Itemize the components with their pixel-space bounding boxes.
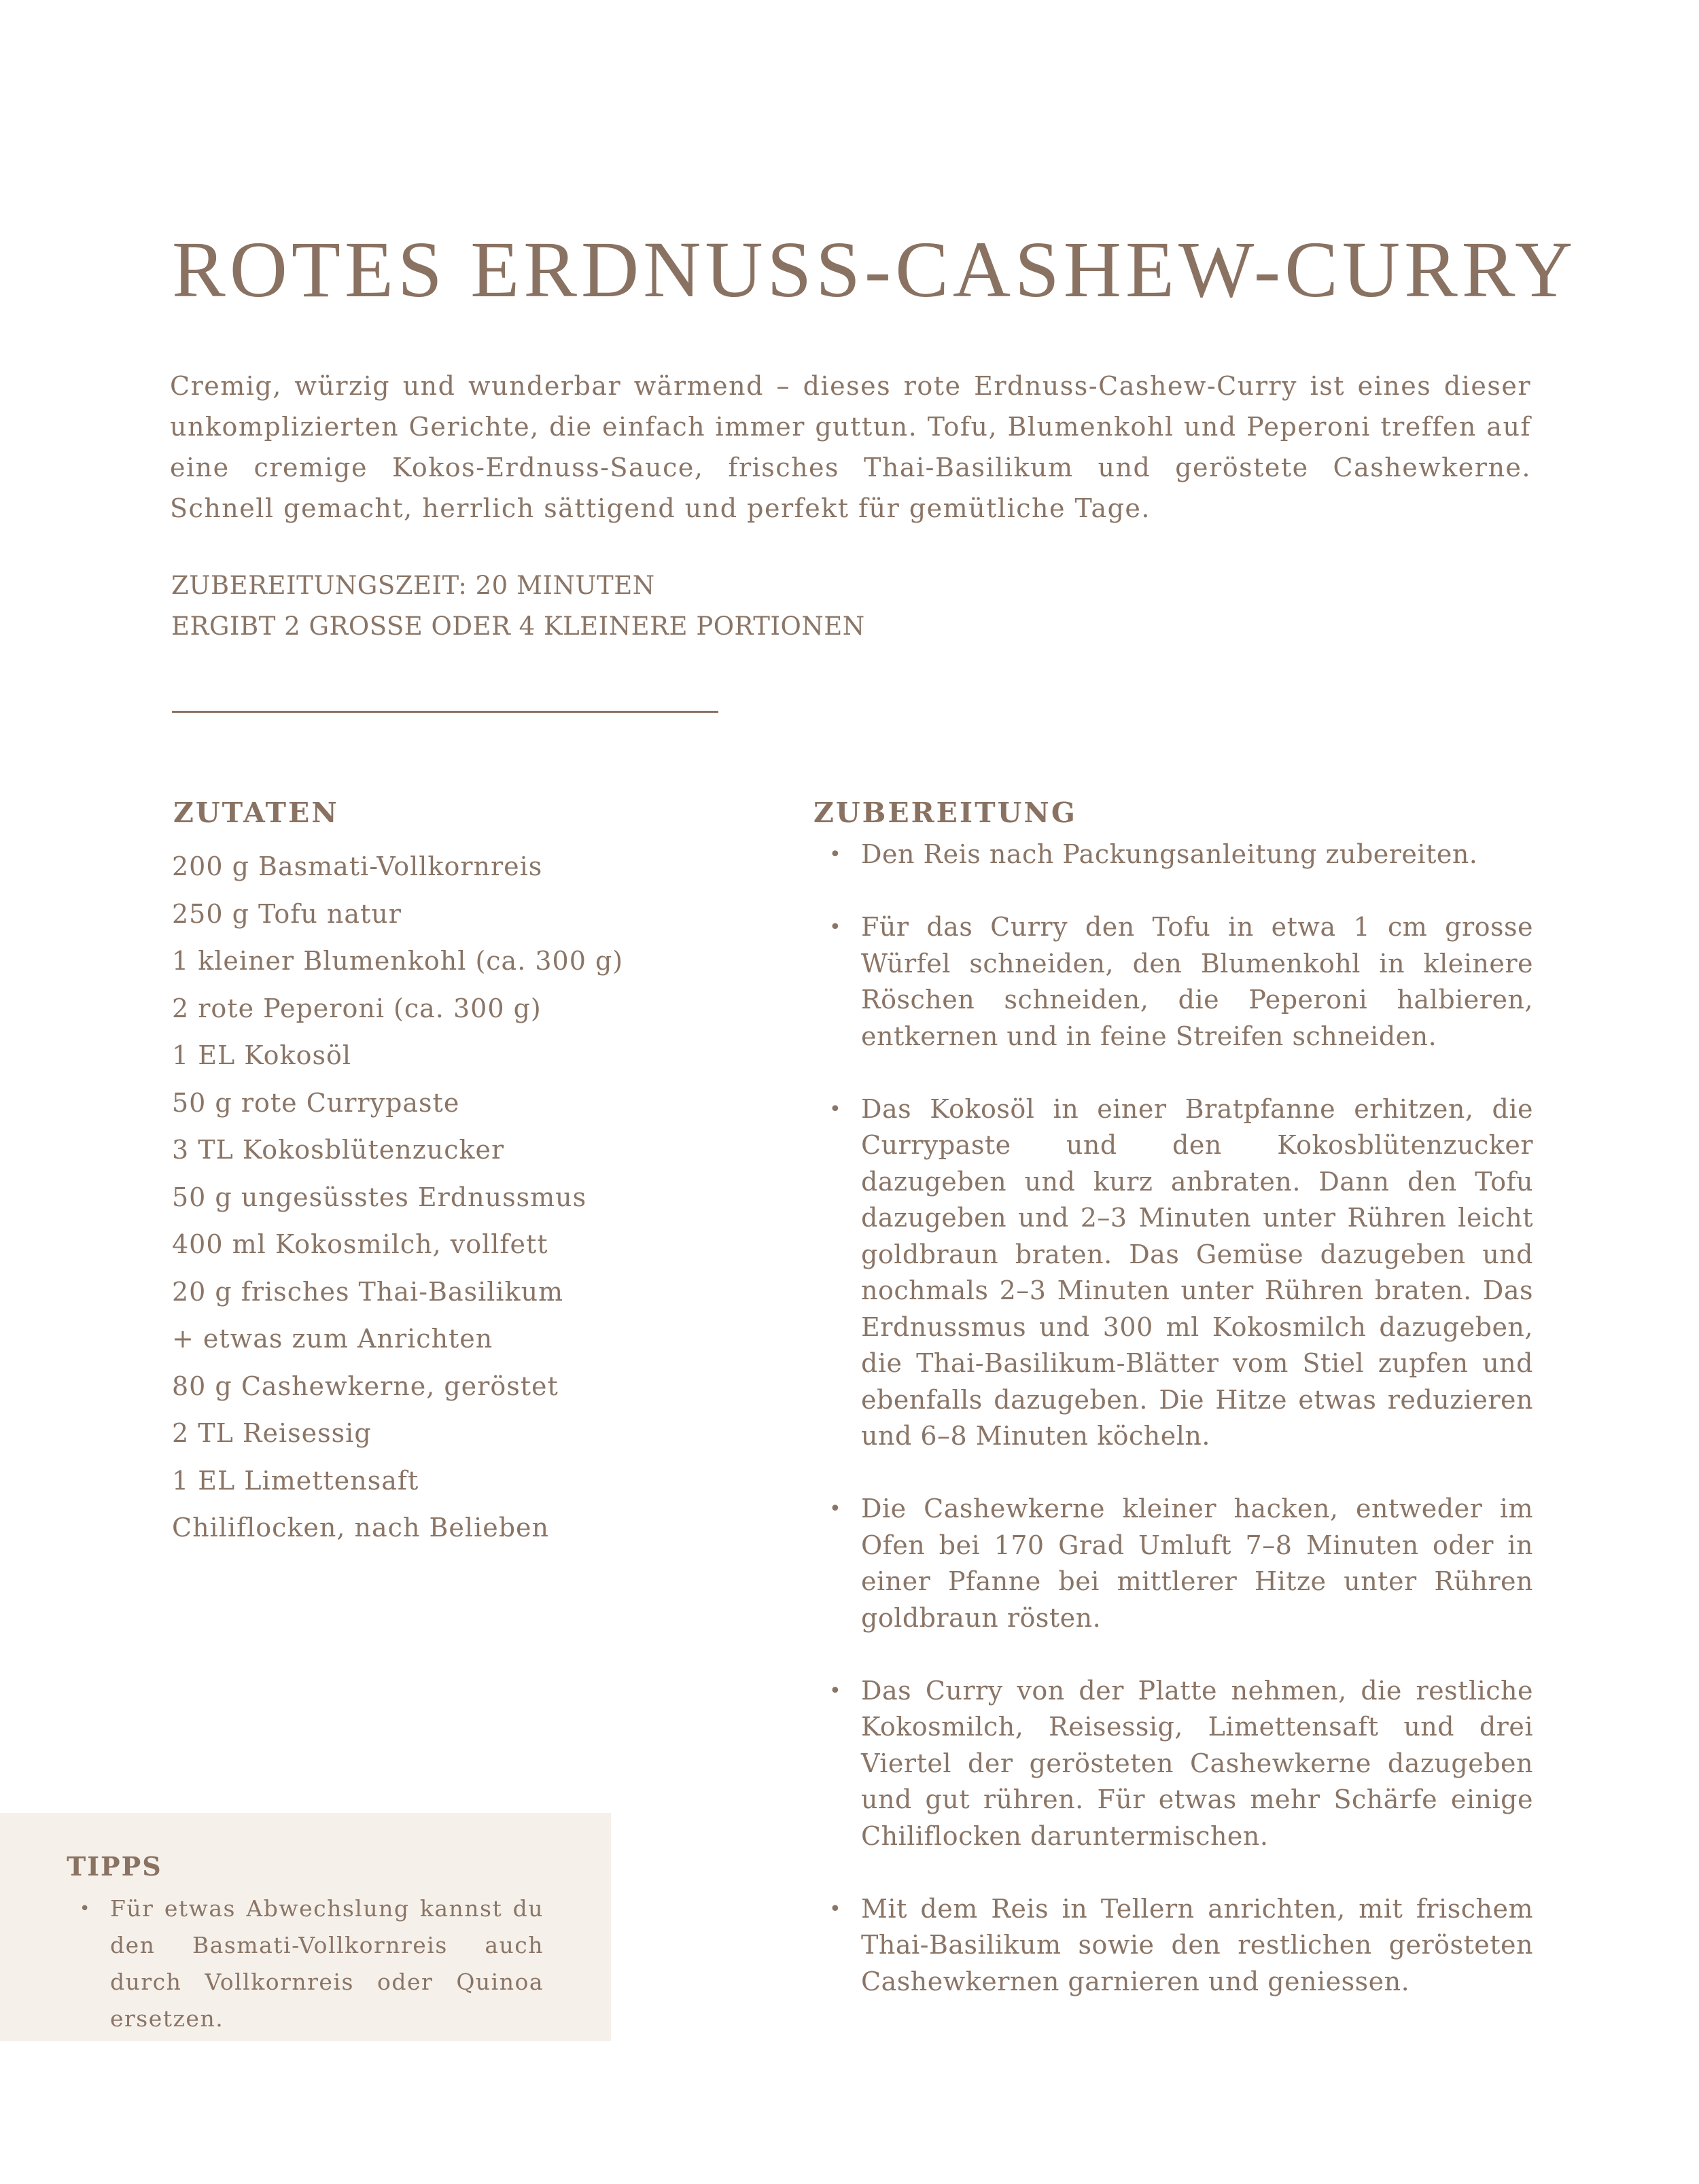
preparation-step: • Den Reis nach Packungsanleitung zubereiten. (829, 836, 1533, 873)
ingredient-item: 250 g Tofu natur (172, 898, 402, 929)
recipe-intro: Cremig, würzig und wunderbar wärmend – dieses rote Erdnuss-Cashew-Curry ist eines dieser unkomplizierten Gerichte, die einfach immer guttun. Tofu, Blumenkohl und Peperoni treffen auf eine cremige Kokos-Erdnuss-Sauce, frisches Thai-Basilikum und geröstete Cashewkerne. Schnell gemacht, herrlich sättigend und perfekt für gemütliche Tage. (170, 371, 1531, 523)
ingredient-item: 400 ml Kokosmilch, vollfett (172, 1229, 548, 1259)
ingredient-item: 1 kleiner Blumenkohl (ca. 300 g) (172, 946, 624, 976)
tips-heading: TIPPS (67, 1851, 162, 1882)
ingredients-heading: ZUTATEN (173, 796, 339, 829)
ingredients-list (172, 843, 623, 1552)
preparation-step: • Die Cashewkerne kleiner hacken, entweder im Ofen bei 170 Grad Umluft 7–8 Minuten oder in einer Pfanne bei mittlerer Hitze unter Rühren goldbraun rösten. (829, 1491, 1533, 1636)
ingredient-item: 20 g frisches Thai-Basilikum (172, 1276, 564, 1307)
ingredient-item: 200 g Basmati-Vollkornreis (172, 851, 543, 881)
ingredient-item: 1 EL Kokosöl (172, 1040, 351, 1070)
ingredient-item: 2 TL Reisessig (172, 1418, 372, 1448)
ingredient-item: + etwas zum Anrichten (172, 1324, 493, 1354)
recipe-title: ROTES ERDNUSS-CASHEW-CURRY (172, 225, 1577, 314)
preparation-heading: ZUBEREITUNG (813, 796, 1077, 829)
tip-item: • Für etwas Abwechslung kannst du den Basmati-Vollkornreis auch durch Vollkornreis oder Quinoa ersetzen. (80, 1890, 544, 2037)
preparation-step: • Für das Curry den Tofu in etwa 1 cm grosse Würfel schneiden, den Blumenkohl in kleinere Röschen schneiden, die Peperoni halbieren, entkernen und in feine Streifen schneiden. (829, 909, 1533, 1055)
ingredient-item: 3 TL Kokosblütenzucker (172, 1135, 505, 1165)
divider-line (172, 711, 718, 713)
preparation-step: • Das Curry von der Platte nehmen, die restliche Kokosmilch, Reisessig, Limettensaft und drei Viertel der gerösteten Cashewkerne dazugeben und gut rühren. Für etwas mehr Schärfe einige Chiliflocken daruntermischen. (829, 1673, 1533, 1855)
ingredient-item: 2 rote Peperoni (ca. 300 g) (172, 993, 542, 1023)
ingredient-item: 50 g rote Currypaste (172, 1087, 460, 1118)
ingredient-item: 50 g ungesüsstes Erdnussmus (172, 1182, 587, 1212)
preparation-steps (829, 836, 1533, 2037)
ingredient-item: 1 EL Limettensaft (172, 1465, 419, 1496)
tips-list (80, 1890, 544, 2037)
prep-time: ZUBEREITUNGSZEIT: 20 MINUTEN (171, 571, 655, 600)
preparation-step: • Das Kokosöl in einer Bratpfanne erhitzen, die Currypaste und den Kokosblütenzucker dazugeben und kurz anbraten. Dann den Tofu dazugeben und 2–3 Minuten unter Rühren leicht goldbraun braten. Das Gemüse dazugeben und nochmals 2–3 Minuten unter Rühren braten. Das Erdnussmus und 300 ml Kokosmilch dazugeben, die Thai-Basilikum-Blätter vom Stiel zupfen und ebenfalls dazugeben. Die Hitze etwas reduzieren und 6–8 Minuten köcheln. (829, 1091, 1533, 1455)
ingredient-item: 80 g Cashewkerne, geröstet (172, 1371, 559, 1401)
servings: ERGIBT 2 GROSSE ODER 4 KLEINERE PORTIONEN (171, 612, 865, 641)
preparation-step: • Mit dem Reis in Tellern anrichten, mit frischem Thai-Basilikum sowie den restlichen gerösteten Cashewkernen garnieren und geniessen. (829, 1891, 1533, 2001)
recipe-meta (171, 565, 865, 647)
ingredient-item: Chiliflocken, nach Belieben (172, 1513, 549, 1543)
